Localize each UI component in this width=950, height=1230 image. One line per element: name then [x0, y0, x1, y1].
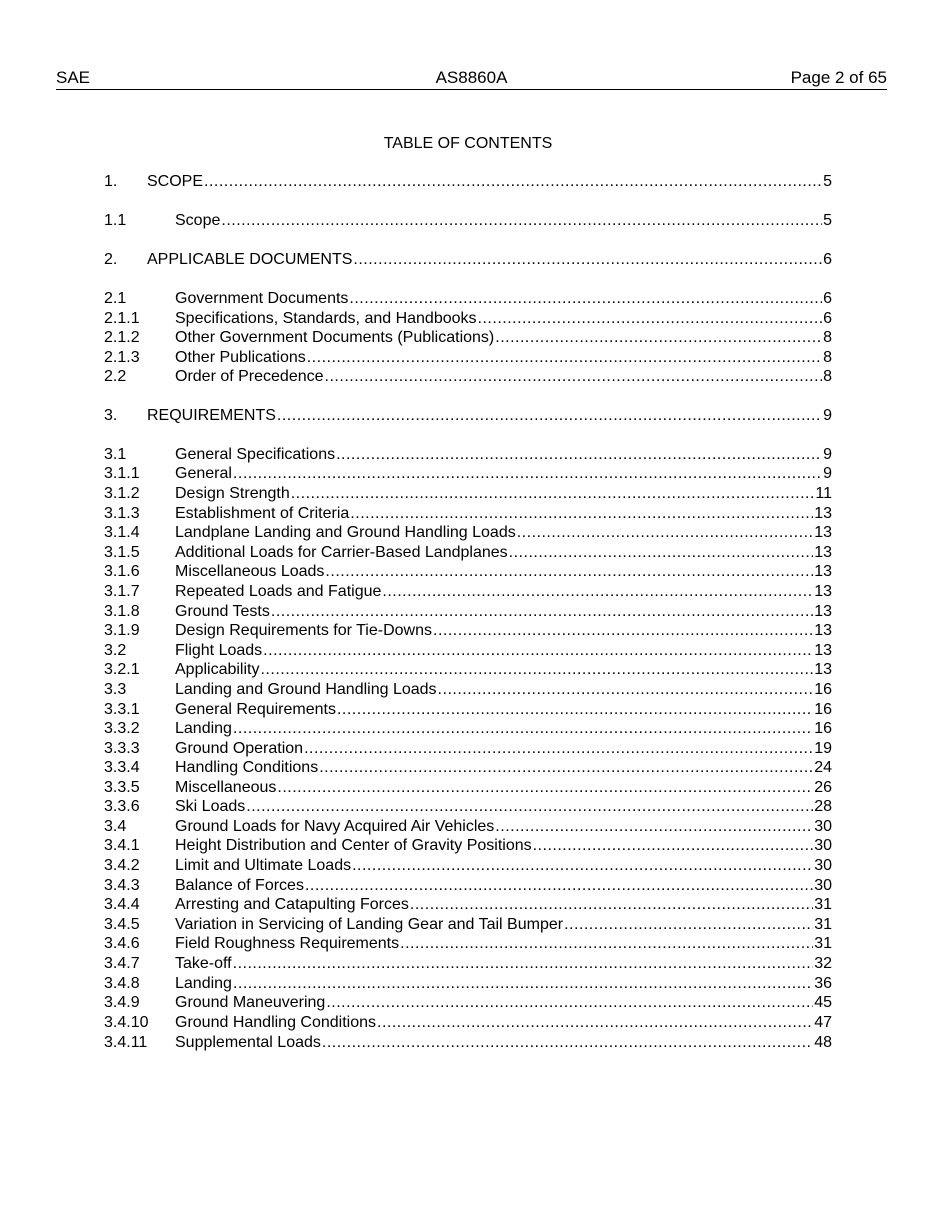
dot-leader	[509, 543, 814, 563]
dot-leader	[517, 523, 813, 543]
toc-entry-title: Other Publications	[175, 349, 306, 366]
toc-entry[interactable]	[104, 621, 832, 641]
dot-leader	[337, 700, 813, 720]
toc-entry-number: 3.3	[104, 681, 127, 698]
toc-entry-page: 47	[814, 1014, 832, 1031]
toc-entry[interactable]	[104, 758, 832, 778]
toc-heading: TABLE OF CONTENTS	[383, 135, 553, 152]
toc-entry-number: 2.1.2	[104, 329, 140, 346]
toc-entry-title: Ground Maneuvering	[175, 994, 326, 1011]
dot-leader	[377, 1013, 813, 1033]
toc-entry[interactable]	[104, 172, 832, 192]
toc-entry[interactable]	[104, 523, 832, 543]
dot-leader	[325, 367, 823, 387]
toc-entry-number: 3.3.6	[104, 798, 140, 815]
toc-entry[interactable]	[104, 680, 832, 700]
toc-entry-number: 2.1.1	[104, 310, 140, 327]
toc-entry-page: 32	[814, 955, 832, 972]
toc-entry-page: 45	[814, 994, 832, 1011]
toc-entry-page: 31	[814, 896, 832, 913]
toc-entry[interactable]	[104, 797, 832, 817]
toc-entry-page: 8	[823, 329, 832, 346]
toc-entry-number: 3.	[104, 407, 118, 424]
toc-entry-page: 9	[823, 407, 832, 424]
toc-entry-title: Design Requirements for Tie-Downs	[175, 622, 432, 639]
toc-entry-title: Limit and Ultimate Loads	[175, 857, 352, 874]
toc-entry-title: Field Roughness Requirements	[175, 935, 400, 952]
toc-entry-page: 26	[814, 779, 832, 796]
dot-leader	[564, 915, 813, 935]
dot-leader	[204, 172, 822, 192]
toc-entry-title: General Specifications	[175, 446, 336, 463]
toc-entry-page: 6	[823, 290, 832, 307]
toc-entry-page: 16	[814, 701, 832, 718]
toc-entry[interactable]	[104, 543, 832, 563]
dot-leader	[349, 289, 822, 309]
toc-entry-number: 3.4.5	[104, 916, 140, 933]
toc-entry-title: Repeated Loads and Fatigue	[175, 583, 382, 600]
header-document-id: AS8860A	[435, 68, 508, 87]
toc-entry-title: APPLICABLE DOCUMENTS	[147, 251, 353, 268]
toc-entry[interactable]	[104, 915, 832, 935]
toc-entry[interactable]	[104, 974, 832, 994]
toc-entry-page: 13	[814, 661, 832, 678]
toc-entry-number: 3.3.4	[104, 759, 140, 776]
toc-entry-number: 3.4.11	[104, 1034, 148, 1051]
toc-entry-page: 8	[823, 349, 832, 366]
toc-entry-title: Landplane Landing and Ground Handling Loads	[175, 524, 516, 541]
toc-entry[interactable]	[104, 817, 832, 837]
toc-entry-title: Ski Loads	[175, 798, 246, 815]
toc-entry-number: 3.1.9	[104, 622, 140, 639]
toc-entry[interactable]	[104, 309, 832, 329]
toc-entry[interactable]	[104, 348, 832, 368]
dot-leader	[438, 680, 814, 700]
toc-entry-title: Arresting and Catapulting Forces	[175, 896, 409, 913]
toc-entry-page: 19	[814, 740, 832, 757]
dot-leader	[277, 406, 822, 426]
toc-entry-number: 3.1.8	[104, 603, 140, 620]
toc-entry-page: 30	[814, 837, 832, 854]
dot-leader	[495, 817, 813, 837]
toc-entry-number: 3.4.2	[104, 857, 140, 874]
dot-leader	[260, 660, 813, 680]
dot-leader	[263, 641, 813, 661]
toc-entry[interactable]	[104, 328, 832, 348]
toc-entry-title: Landing and Ground Handling Loads	[175, 681, 437, 698]
toc-entry-title: Applicability	[175, 661, 260, 678]
toc-entry-title: Specifications, Standards, and Handbooks	[175, 310, 477, 327]
toc-entry-title: Other Government Documents (Publications)	[175, 329, 495, 346]
toc-entry[interactable]	[104, 700, 832, 720]
toc-entry-page: 13	[814, 563, 832, 580]
toc-entry-number: 2.1	[104, 290, 127, 307]
toc-entry[interactable]	[104, 562, 832, 582]
toc-entry[interactable]	[104, 602, 832, 622]
toc-entry-number: 3.4.10	[104, 1014, 149, 1031]
toc-entry-number: 2.	[104, 251, 118, 268]
toc-entry-title: Balance of Forces	[175, 877, 304, 894]
toc-entry-title: Ground Tests	[175, 603, 270, 620]
toc-entry-page: 5	[823, 212, 832, 229]
dot-leader	[233, 719, 813, 739]
toc-entry-title: Miscellaneous	[175, 779, 277, 796]
dot-leader	[304, 739, 813, 759]
toc-entry-page: 31	[814, 935, 832, 952]
dot-leader	[433, 621, 813, 641]
dot-leader	[352, 856, 813, 876]
toc-entry[interactable]	[104, 250, 832, 270]
toc-entry-title: Establishment of Criteria	[175, 505, 350, 522]
toc-entry-number: 3.1.2	[104, 485, 140, 502]
toc-entry-page: 31	[814, 916, 832, 933]
header-page-number: Page 2 of 65	[790, 68, 887, 87]
toc-entry[interactable]	[104, 934, 832, 954]
dot-leader	[533, 836, 814, 856]
toc-entry-page: 8	[823, 368, 832, 385]
toc-entry-page: 36	[814, 975, 832, 992]
toc-entry-title: REQUIREMENTS	[147, 407, 276, 424]
toc-entry-title: Additional Loads for Carrier-Based Landplanes	[175, 544, 508, 561]
dot-leader	[307, 348, 822, 368]
dot-leader	[305, 876, 813, 896]
toc-entry-number: 3.1.5	[104, 544, 140, 561]
toc-entry-page: 9	[823, 465, 832, 482]
toc-entry-title: Handling Conditions	[175, 759, 319, 776]
toc-entry-title: Take-off	[175, 955, 232, 972]
toc-entry[interactable]	[104, 739, 832, 759]
toc-entry-title: Supplemental Loads	[175, 1034, 321, 1051]
toc-entry-title: Ground Operation	[175, 740, 304, 757]
toc-entry-page: 16	[814, 720, 832, 737]
toc-entry-title: Ground Loads for Navy Acquired Air Vehicles	[175, 818, 495, 835]
toc-entry-number: 3.1.3	[104, 505, 140, 522]
toc-entry-page: 13	[814, 622, 832, 639]
dot-leader	[350, 504, 813, 524]
toc-entry-title: Government Documents	[175, 290, 349, 307]
toc-entry[interactable]	[104, 406, 832, 426]
toc-entry-number: 1.	[104, 173, 118, 190]
toc-entry-number: 3.4.1	[104, 837, 140, 854]
toc-entry-page: 13	[814, 603, 832, 620]
toc-entry-number: 1.1	[104, 212, 127, 229]
toc-entry[interactable]	[104, 895, 832, 915]
toc-entry-title: Height Distribution and Center of Gravity Positions	[175, 837, 532, 854]
dot-leader	[271, 602, 813, 622]
toc-entry-title: Miscellaneous Loads	[175, 563, 325, 580]
toc-entry[interactable]	[104, 993, 832, 1013]
dot-leader	[233, 974, 813, 994]
toc-entry-title: Ground Handling Conditions	[175, 1014, 377, 1031]
toc-entry-number: 3.4	[104, 818, 127, 835]
toc-entry-number: 3.4.3	[104, 877, 140, 894]
toc-entry-page: 11	[815, 485, 832, 502]
toc-entry-number: 3.1.4	[104, 524, 140, 541]
toc-entry-page: 28	[814, 798, 832, 815]
dot-leader	[495, 328, 822, 348]
toc-entry-number: 2.2	[104, 368, 127, 385]
page-header	[56, 68, 887, 90]
toc-entry[interactable]	[104, 484, 832, 504]
toc-entry-title: Landing	[175, 720, 232, 737]
toc-entry-title: Landing	[175, 975, 232, 992]
dot-leader	[400, 934, 813, 954]
toc-entry-title: Variation in Servicing of Landing Gear and Tail Bumper	[175, 916, 564, 933]
dot-leader	[233, 464, 822, 484]
dot-leader	[336, 445, 822, 465]
dot-leader	[246, 797, 813, 817]
dot-leader	[322, 1033, 813, 1053]
toc-entry-page: 6	[823, 310, 832, 327]
dot-leader	[277, 778, 813, 798]
dot-leader	[382, 582, 813, 602]
dot-leader	[319, 758, 813, 778]
dot-leader	[410, 895, 813, 915]
toc-entry-page: 24	[814, 759, 832, 776]
toc-entry-title: SCOPE	[147, 173, 204, 190]
toc-entry-title: Order of Precedence	[175, 368, 324, 385]
toc-entry[interactable]	[104, 719, 832, 739]
toc-entry-page: 13	[814, 583, 832, 600]
toc-entry-number: 3.4.7	[104, 955, 140, 972]
dot-leader	[221, 211, 822, 231]
toc-entry[interactable]	[104, 445, 832, 465]
toc-entry-number: 3.4.8	[104, 975, 140, 992]
toc-entry-number: 3.1.7	[104, 583, 140, 600]
toc-entry-number: 3.1	[104, 446, 127, 463]
toc-entry[interactable]	[104, 954, 832, 974]
toc-entry-page: 13	[814, 524, 832, 541]
toc-entry[interactable]	[104, 876, 832, 896]
toc-entry-page: 48	[814, 1034, 832, 1051]
toc-entry[interactable]	[104, 1033, 832, 1053]
toc-entry-number: 3.4.9	[104, 994, 140, 1011]
toc-entry[interactable]	[104, 1013, 832, 1033]
toc-entry[interactable]	[104, 836, 832, 856]
dot-leader	[291, 484, 815, 504]
toc-entry-number: 3.1.1	[104, 465, 140, 482]
toc-entry-number: 3.3.1	[104, 701, 140, 718]
dot-leader	[233, 954, 814, 974]
toc-entry-number: 3.4.4	[104, 896, 140, 913]
toc-entry-page: 5	[823, 173, 832, 190]
dot-leader	[325, 562, 813, 582]
toc-entry[interactable]	[104, 464, 832, 484]
toc-entry-page: 16	[814, 681, 832, 698]
header-organization: SAE	[56, 68, 91, 87]
toc-entry[interactable]	[104, 778, 832, 798]
toc-entry[interactable]	[104, 641, 832, 661]
toc-entry[interactable]	[104, 856, 832, 876]
toc-entry-number: 3.4.6	[104, 935, 140, 952]
toc-entry-number: 2.1.3	[104, 349, 140, 366]
toc-entry-title: General	[175, 465, 232, 482]
toc-entry[interactable]	[104, 367, 832, 387]
toc-entry-page: 6	[823, 251, 832, 268]
toc-entry-title: Flight Loads	[175, 642, 263, 659]
toc-entry-title: Scope	[175, 212, 221, 229]
toc-entry-page: 13	[814, 642, 832, 659]
toc-entry-page: 13	[814, 544, 832, 561]
toc-entry[interactable]	[104, 582, 832, 602]
toc-entry-page: 13	[814, 505, 832, 522]
toc-entry[interactable]	[104, 211, 832, 231]
toc-entry-page: 9	[823, 446, 832, 463]
toc-entry-page: 30	[814, 877, 832, 894]
toc-entry[interactable]	[104, 660, 832, 680]
toc-entry-title: Design Strength	[175, 485, 290, 502]
toc-entry-number: 3.2	[104, 642, 127, 659]
toc-entry-number: 3.3.5	[104, 779, 140, 796]
toc-entry-number: 3.2.1	[104, 661, 140, 678]
toc-entry-number: 3.3.2	[104, 720, 140, 737]
toc-entry[interactable]	[104, 504, 832, 524]
toc-entry-page: 30	[814, 857, 832, 874]
toc-entry-number: 3.1.6	[104, 563, 140, 580]
toc-entry-title: General Requirements	[175, 701, 336, 718]
toc-entry-number: 3.3.3	[104, 740, 140, 757]
dot-leader	[326, 993, 813, 1013]
toc-entry[interactable]	[104, 289, 832, 309]
dot-leader	[478, 309, 823, 329]
dot-leader	[353, 250, 822, 270]
toc-entry-page: 30	[814, 818, 832, 835]
